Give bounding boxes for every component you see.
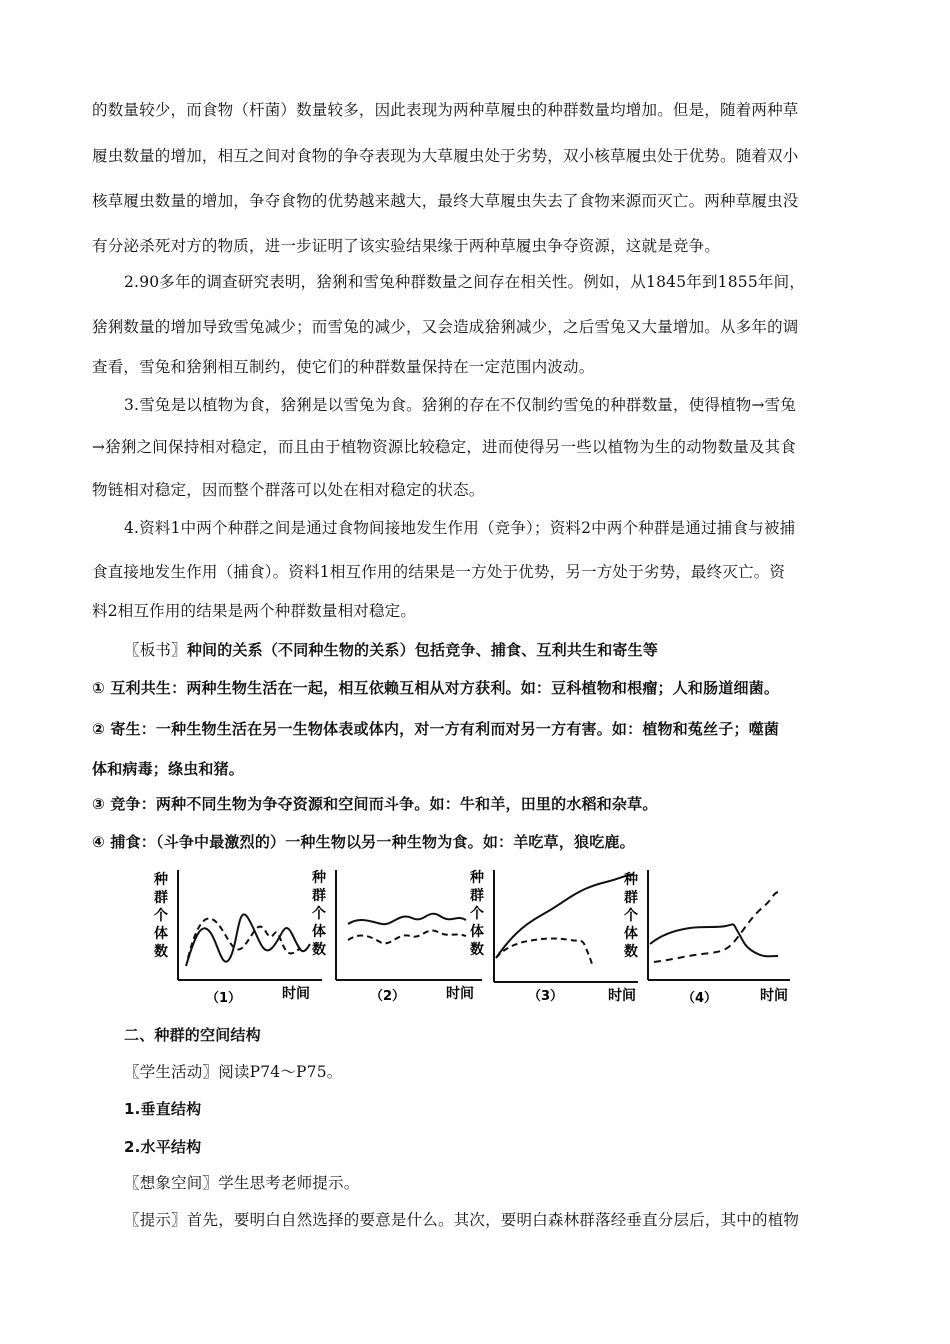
- y-axis-label-char: 个: [470, 906, 484, 922]
- student-activity-line: 〖学生活动〗阅读P74～P75。: [124, 1063, 343, 1081]
- panel-label: （1）: [206, 991, 242, 1006]
- paragraph-line: 核草履虫数量的增加，争夺食物的优势越来越大，最终大草履虫失去了食物来源而灭亡。两种草履虫没: [92, 192, 799, 210]
- blackboard-prefix: 〖板书〗: [124, 641, 187, 659]
- y-axis-label-char: 体: [312, 924, 326, 940]
- hint-line: 〖提示〗首先，要明白自然选择的要意是什么。其次，要明白森林群落经垂直分层后，其中的植物: [124, 1211, 800, 1229]
- paragraph-line: 食直接地发生作用（捕食）。资料1相互作用的结果是一方处于优势，另一方处于劣势，最终灭亡。资: [92, 563, 786, 581]
- y-axis-label-char: 数: [470, 942, 484, 958]
- imagination-line: 〖想象空间〗学生思考老师提示。: [124, 1174, 360, 1192]
- blackboard-text: 种间的关系（不同种生物的关系）包括竞争、捕食、互利共生和寄生等: [186, 641, 659, 659]
- paragraph-line: 履虫数量的增加，相互之间对食物的争夺表现为大草履虫处于劣势，双小核草履虫处于优势。随着双小: [92, 147, 799, 165]
- y-axis-label-char: 种: [470, 870, 484, 886]
- panel-label: （2）: [370, 989, 406, 1004]
- subheading-vertical-structure: 1.垂直结构: [124, 1100, 202, 1118]
- graph-panel-4: [623, 870, 790, 1006]
- paragraph-line: 3.雪兔是以植物为食，猞猁是以雪兔为食。猞猁的存在不仅制约雪兔的种群数量，使得植物→雪兔: [124, 396, 797, 414]
- paragraph-line: 有分泌杀死对方的物质，进一步证明了该实验结果缘于两种草履虫争夺资源，这就是竞争。: [92, 237, 721, 255]
- paragraph-line: 料2相互作用的结果是两个种群数量相对稳定。: [92, 602, 417, 620]
- species-b-curve: [348, 930, 466, 943]
- paragraph-line: 的数量较少，而食物（杆菌）数量较多，因此表现为两种草履虫的种群数量均增加。但是，随着两种草: [92, 101, 799, 119]
- paragraph-line: 查看，雪兔和猞猁相互制约，使它们的种群数量保持在一定范围内波动。: [92, 358, 595, 376]
- paragraph-line: →猞猁之间保持相对稳定，而且由于植物资源比较稳定，进而使得另一些以植物为生的动物数量及其食: [92, 438, 796, 456]
- y-axis-label-char: 群: [470, 888, 484, 904]
- x-axis-label: 时间: [608, 988, 636, 1004]
- y-axis-label-char: 个: [154, 908, 168, 924]
- graph-panel-2: [311, 869, 482, 1004]
- subheading-horizontal-structure: 2.水平结构: [124, 1138, 202, 1156]
- y-axis-label-char: 种: [624, 872, 638, 888]
- y-axis-label-char: 群: [312, 888, 326, 904]
- relation-item-mutualism: ① 互利共生：两种生物生活在一起，相互依赖互相从对方获利。如：豆科植物和根瘤；人和肠道细菌。: [92, 679, 780, 697]
- graph-panel-3: [469, 869, 638, 1004]
- x-axis-label: 时间: [760, 988, 788, 1004]
- population-graphs-figure: [150, 862, 810, 1012]
- y-axis-label-char: 体: [624, 926, 638, 942]
- paragraph-line: 2.90多年的调查研究表明，猞猁和雪兔种群数量之间存在相关性。例如，从1845年到1855年间，: [124, 273, 806, 291]
- relation-item-parasitism: ② 寄生：一种生物生活在另一生物体表或体内，对一方有利而对另一方有害。如：植物和菟丝子；噬菌: [92, 720, 780, 738]
- x-axis-label: 时间: [446, 986, 474, 1002]
- species-a-curve: [496, 874, 634, 958]
- relation-item-competition: ③ 竞争：两种不同生物为争夺资源和空间而斗争。如：牛和羊，田里的水稻和杂草。: [92, 795, 658, 813]
- x-axis-label: 时间: [282, 986, 310, 1002]
- y-axis-label-char: 数: [624, 944, 638, 960]
- section-heading: 二、种群的空间结构: [124, 1026, 261, 1044]
- y-axis-label-char: 体: [470, 924, 484, 940]
- y-axis-label-char: 数: [154, 944, 168, 960]
- species-a-curve: [348, 914, 466, 924]
- relation-item-predation: ④ 捕食：（斗争中最激烈的）一种生物以另一种生物为食。如：羊吃草，狼吃鹿。: [92, 833, 635, 851]
- panel-label: （4）: [682, 991, 718, 1006]
- relation-item-parasitism-cont: 体和病毒；绦虫和猪。: [92, 760, 245, 778]
- species-b-curve: [496, 939, 592, 965]
- y-axis-label-char: 群: [154, 890, 168, 906]
- y-axis-label-char: 种: [312, 870, 326, 886]
- population-graphs-svg: [150, 862, 810, 1012]
- graph-panel-1: [153, 870, 322, 1006]
- y-axis-label-char: 种: [154, 872, 168, 888]
- panel-label: （3）: [528, 989, 564, 1004]
- paragraph-line: 4.资料1中两个种群之间是通过食物间接地发生作用（竞争）；资料2中两个种群是通过捕食与被捕: [124, 519, 796, 537]
- species-b-curve: [188, 918, 300, 958]
- paragraph-line: 物链相对稳定，因而整个群落可以处在相对稳定的状态。: [92, 481, 485, 499]
- y-axis-label-char: 数: [312, 942, 326, 958]
- y-axis-label-char: 体: [154, 926, 168, 942]
- y-axis-label-char: 个: [624, 908, 638, 924]
- paragraph-line: 猞猁数量的增加导致雪兔减少；而雪兔的减少，又会造成猞猁减少，之后雪兔又大量增加。从多年的调: [92, 318, 799, 336]
- blackboard-heading: [124, 640, 894, 660]
- y-axis-label-char: 群: [624, 890, 638, 906]
- y-axis-label-char: 个: [312, 906, 326, 922]
